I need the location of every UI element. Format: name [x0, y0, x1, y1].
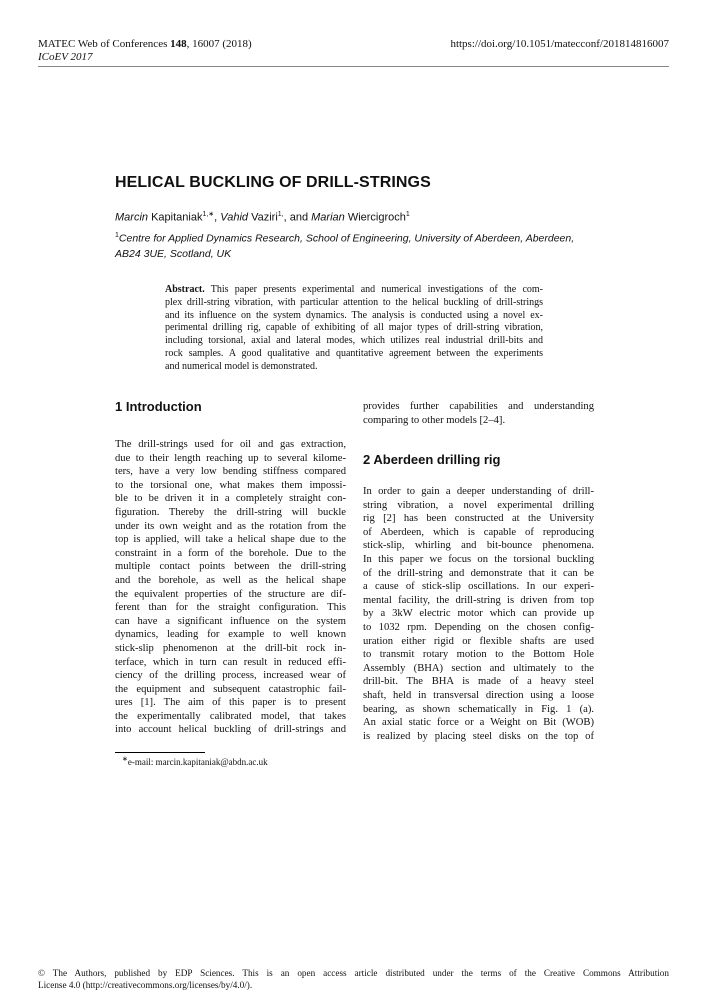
section-heading-rig: 2 Aberdeen drilling rig [363, 452, 501, 467]
text-line: can have a significant influence on the system [115, 615, 346, 627]
text-line: In order to gain a deeper understanding of drill- [363, 486, 594, 497]
text-line: ferent than for the straight configuration. This [115, 602, 346, 614]
text-line: License 4.0 (http://creativecommons.org/licenses/by/4.0/). [38, 980, 253, 990]
text-line: figuration. Thereby the drill-string will buckle [115, 506, 346, 518]
text-line: and numerical model is demonstrated. [165, 360, 318, 372]
author-given: Marian [311, 211, 345, 224]
affiliation-mark: 1 [115, 232, 119, 239]
author-list [115, 210, 410, 224]
text-line: stick-slip, whirling and bit-bounce phenomena. [363, 540, 594, 552]
footnote-mark: ∗ [122, 755, 128, 763]
abstract [165, 284, 543, 374]
text-line: ures [1]. The aim of this paper is to present [115, 697, 346, 709]
text-line: and the borehole, as well as the helical shape [115, 574, 346, 586]
text-line: rock samples. A good qualitative and quantitative agreement between the experiments [165, 347, 543, 359]
text-line: ciency of the drilling process, increased wear of [115, 670, 346, 682]
section-heading-introduction: 1 Introduction [115, 399, 202, 414]
author-mark: 1 [405, 211, 410, 218]
affiliation [115, 228, 595, 262]
author-given: Vahid [220, 211, 249, 224]
text-line: the equipment and subsequent catastrophic fail- [115, 683, 346, 695]
author-family: Vaziri [248, 211, 278, 224]
text-line: The drill-strings used for oil and gas extraction, [115, 439, 346, 450]
author-family: Kapitaniak [148, 211, 203, 224]
text-line: plex drill-string vibration, with particular attention to the helical buckling of drill-strings [165, 296, 543, 308]
text-line: ters, have a very low bending stiffness compared [115, 466, 346, 478]
text-line: to 1032 rpm. Depending on the chosen config- [363, 621, 594, 633]
text-line: comparing to other models [2–4]. [363, 414, 506, 426]
text-line: In this paper we focus on the torsional buckling [363, 553, 594, 565]
text-line: mental facility, the drill-string is driven from top [363, 594, 594, 606]
introduction-continued [363, 400, 594, 427]
footnote [122, 755, 268, 767]
text-line: bearing, as shown schematically in Fig. 1 (a). [363, 703, 594, 715]
text-line: drill-bit. The BHA is made of a heavy steel [363, 676, 594, 688]
text-line: by a 3kW electric motor which can provide up [363, 608, 594, 620]
volume: 148 [170, 38, 187, 50]
paper-title: HELICAL BUCKLING OF DRILL-STRINGS [115, 174, 431, 191]
text-line: ble to be driven it in a completely straight con- [115, 493, 346, 505]
author-sep: , and [283, 211, 312, 224]
journal-name: MATEC Web of Conferences [38, 38, 171, 50]
text-line: a cause of stick-slip oscillations. In our experi- [363, 581, 594, 593]
text-line: rig [2] has been constructed at the University [363, 513, 594, 525]
text-line: and its influence on the system dynamics. The analysis is conducted using a novel ex- [165, 309, 543, 321]
text-line: including torsional, axial and lateral modes, which utilizes real industrial drill-bits and [165, 335, 543, 347]
text-line: Assembly (BHA) section and ultimately to the [363, 662, 594, 674]
text-line: top is applied, will take a helical shape due to the [115, 534, 346, 546]
text-line: the equivalent properties of the structure are dif- [115, 588, 346, 600]
text-line: provides further capabilities and understanding [363, 401, 594, 412]
introduction-body [115, 438, 346, 737]
header-rule [38, 66, 669, 67]
text-line: of Aberdeen, which is capable of reproducing [363, 526, 594, 538]
text-line: constraint in a form of the borehole. Due to the [115, 547, 346, 559]
footnote-email[interactable]: e-mail: marcin.kapitaniak@abdn.ac.uk [127, 757, 268, 767]
rig-body [363, 485, 594, 743]
conference-name: ICoEV 2017 [38, 51, 93, 63]
text-line: © The Authors, published by EDP Sciences. This is an open access article distributed under the terms of the Creative Commons Attribution [38, 968, 669, 978]
text-line: An axial static force or a Weight on Bit (WOB) [363, 717, 594, 729]
text-line: string vibration, a novel experimental drilling [363, 499, 594, 511]
text-line: into account helical buckling of drill-strings and [115, 724, 346, 736]
text-line: shaft, held in transversal direction using a loose [363, 689, 594, 701]
text-line: uration either rigid or flexible shafts are used [363, 635, 594, 647]
doi-link[interactable]: https://doi.org/10.1051/matecconf/201814816007 [450, 38, 669, 50]
journal-citation [38, 38, 252, 51]
text-line: terface, which in turn can result in reduced effi- [115, 656, 346, 668]
text-line: due to their length reaching up to several kilome- [115, 452, 346, 464]
text-line: of the drill-string and demonstrate that it can be [363, 567, 594, 579]
abstract-line: This paper presents experimental and numerical investigations of the com- [204, 284, 543, 295]
text-line: perimental drilling rig, capable of exhibiting of all major types of drill-string vibration, [165, 322, 543, 334]
text-line: to transmit rotary motion to the Bottom Hole [363, 649, 594, 661]
text-line: is realized by placing steel disks on the top of [363, 730, 594, 742]
author-mark: 1, [277, 211, 284, 218]
text-line: the experimentally calibrated model, that takes [115, 710, 346, 722]
text-line: dynamics, leading for example to well known [115, 629, 346, 641]
author-sep: , [214, 211, 221, 224]
text-line: stick-slip phenomenon at the drill-bit rock in- [115, 642, 346, 654]
author-given: Marcin [115, 211, 149, 224]
license-notice [38, 967, 669, 991]
author-family: Wiercigroch [344, 211, 406, 224]
text-line: to the torsional one, what makes them impossi- [115, 479, 346, 491]
affiliation-text: Centre for Applied Dynamics Research, School of Engineering, University of Aberdeen, Aberdeen, AB24 3UE, Scotland, UK [115, 232, 575, 260]
footnote-rule [115, 752, 205, 753]
author-mark: 1,∗ [202, 211, 215, 218]
text-line: under its own weight and as the rotation from the [115, 520, 346, 532]
article-number: , 16007 (2018) [186, 38, 252, 50]
text-line: multiple contact points between the drill-string [115, 561, 346, 573]
abstract-label: Abstract. [165, 284, 205, 295]
